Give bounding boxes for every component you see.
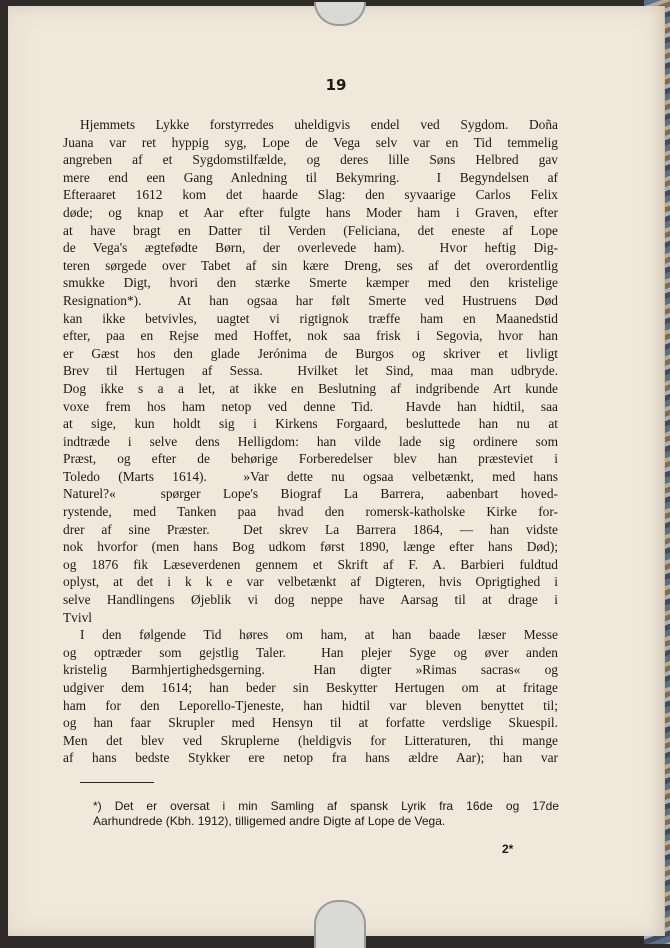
text-line: Brev til Hertugen af Sessa. Hvilket let Sind, maa man udbryde. bbox=[63, 363, 558, 379]
text-line: døde; og knap et Aar efter fulgte hans Moder ham i Graven, efter bbox=[63, 204, 558, 220]
text-line: at sige, kun holdt sig i Kirkens Forgaard, besluttede han nu at bbox=[63, 416, 558, 432]
bottom-page-clip bbox=[314, 900, 366, 948]
text-line: at have bragt en Datter til Verden (Feliciana, det eneste af Lope bbox=[63, 222, 558, 238]
text-line: voxe frem hos ham netop ved denne Tid. Havde han hidtil, saa bbox=[63, 398, 558, 414]
text-line: mere end een Gang Anledning til Bekymring. I Begyndelsen af bbox=[63, 169, 558, 185]
text-line: Hjemmets Lykke forstyrredes uheldigvis endel ved Sygdom. Doña bbox=[80, 117, 558, 132]
text-line: angreben af et Sygdomstilfælde, og deres lille Søns Helbred gav bbox=[63, 152, 558, 168]
text-line: rystende, med Tanken paa hvad den romersk-katholske Kirke for- bbox=[63, 504, 558, 520]
text-line: af hans bedste Stykker ere netop fra hans ældre Aar); han var bbox=[63, 750, 558, 766]
text-line: teren sørgede over Tabet af sin kære Dreng, ses af det overordentlig bbox=[63, 257, 558, 273]
text-line: selve Handlingens Øjeblik vi dog neppe have Aarsag til at drage i bbox=[63, 592, 558, 608]
text-line: er Gæst hos den glade Jerónima de Burgos og skriver et livligt bbox=[63, 345, 558, 361]
text-line: I den følgende Tid høres om ham, at han baade læser Messe bbox=[80, 627, 558, 643]
text-line: Men det blev ved Skruplerne (heldigvis for Litteraturen, thi mange bbox=[63, 732, 558, 748]
text-line: ham for den Leporello-Tjeneste, han hidtil var bleven benyttet til; bbox=[63, 697, 558, 713]
text-line: Dog ikke s a a let, at ikke en Beslutning af indgribende Art kunde bbox=[63, 380, 558, 396]
text-line: efter, paa en Rejse med Hoffet, nok saa frisk i Segovia, hvor han bbox=[63, 328, 558, 344]
text-line: kristelig Barmhjertighedsgerning. Han digter »Rimas sacras« og bbox=[63, 662, 558, 678]
text-line: oplyst, at det i k k e var velbetænkt af Digteren, hvis Oprigtighed i bbox=[63, 574, 558, 590]
footnote-line: *) Det er oversat i min Samling af spansk Lyrik fra 16de og 17de bbox=[93, 799, 559, 813]
text-line: drer af sine Præster. Det skrev La Barrera 1864, — han vidste bbox=[63, 521, 558, 537]
text-line: smukke Digt, hvori den stærke Smerte kæmper med den kristelige bbox=[63, 275, 558, 291]
footnote bbox=[93, 799, 559, 829]
text-line: nok hvorfor (men hans Bog udkom først 1890, længe efter hans Død); bbox=[63, 539, 558, 555]
text-line: og optræder som gejstlig Taler. Han plejer Syge og øver anden bbox=[63, 644, 558, 660]
body-text bbox=[63, 116, 558, 767]
text-line: og 1876 fik Læseverdenen gennem et Skrift af F. A. Barbieri fuldtud bbox=[63, 556, 558, 572]
footnote-rule bbox=[80, 782, 154, 783]
signature-mark: 2* bbox=[502, 842, 514, 856]
text-line: Naturel?« spørger Lope's Biograf La Barrera, aabenbart hoved- bbox=[63, 486, 558, 502]
text-line: Toledo (Marts 1614). »Var dette nu ogsaa velbetænkt, med hans bbox=[63, 468, 558, 484]
top-page-clip bbox=[314, 2, 366, 26]
text-line: de Vega's ægtefødte Børn, der overlevede ham). Hvor heftig Dig- bbox=[63, 240, 558, 256]
text-line: og han faar Skrupler med Hensyn til at forfatte verdslige Skuespil. bbox=[63, 715, 558, 731]
text-line: Tvivl bbox=[63, 609, 93, 625]
text-line: Juana var ret hyppig syg, Lope de Vega selv var en Tid temmelig bbox=[63, 134, 558, 150]
text-line: udgiver dem 1614; han beder sin Beskytter Hertugen om at fritage bbox=[63, 680, 558, 695]
text-line: Resignation*). At han ogsaa har følt Smerte ved Hustruens Død bbox=[63, 292, 558, 308]
page-number: 19 bbox=[325, 76, 347, 94]
text-line: indtræde i selve dens Helligdom: han vilde lade sig ordinere som bbox=[63, 433, 558, 449]
text-line: Efteraaret 1612 kom det haarde Slag: den syvaarige Carlos Felix bbox=[63, 187, 558, 203]
text-line: kan ikke betvivles, uagtet vi rigtignok træffe ham en Maanedstid bbox=[63, 310, 558, 326]
text-line: Præst, og efter de behørige Forberedelser blev han præsteviet i bbox=[63, 451, 558, 467]
book-page bbox=[8, 6, 665, 936]
footnote-line: Aarhundrede (Kbh. 1912), tilligemed andre Digte af Lope de Vega. bbox=[93, 814, 446, 828]
